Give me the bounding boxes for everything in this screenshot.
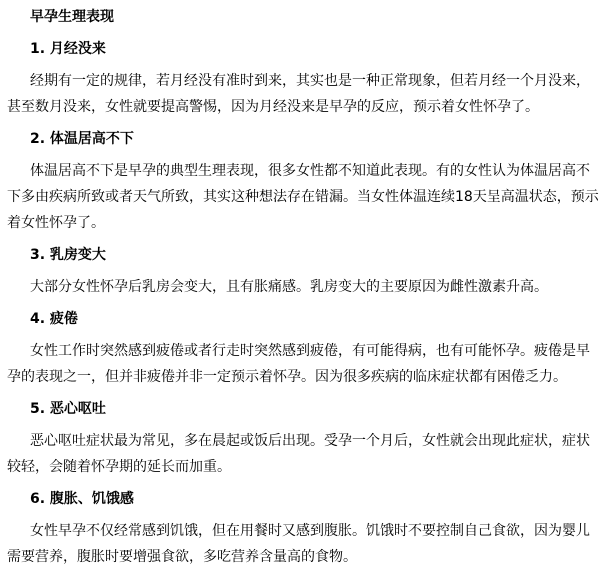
section-heading: 4. 疲倦 — [30, 311, 78, 327]
paragraph-line: 孕的表现之一，但并非疲倦并非一定预示着怀孕。因为很多疾病的临床症状都有困倦乏力。 — [7, 369, 567, 385]
paragraph-line: 下多由疾病所致或者天气所致，其实这种想法存在错漏。当女性体温连续18天呈高温状态，预示 — [7, 189, 599, 205]
section-heading: 2. 体温居高不下 — [30, 131, 134, 147]
paragraph-line: 着女性怀孕了。 — [7, 215, 105, 231]
paragraph-line: 体温居高不下是早孕的典型生理表现，很多女性都不知道此表现。有的女性认为体温居高不 — [30, 163, 590, 179]
paragraph-line: 女性早孕不仅经常感到饥饿，但在用餐时又感到腹胀。饥饿时不要控制自己食欲，因为婴儿 — [30, 523, 590, 539]
section-paragraph — [7, 338, 600, 390]
section-paragraph — [7, 428, 600, 480]
paragraph-line: 恶心呕吐症状最为常见，多在晨起或饭后出现。受孕一个月后，女性就会出现此症状，症状 — [30, 433, 590, 449]
section-heading: 5. 恶心呕吐 — [30, 401, 106, 417]
article-title: 早孕生理表现 — [30, 9, 114, 25]
section-paragraph — [7, 518, 600, 570]
paragraph-line: 经期有一定的规律，若月经没有准时到来，其实也是一种正常现象，但若月经一个月没来， — [30, 73, 590, 89]
paragraph-line: 需要营养，腹胀时要增强食欲，多吃营养含量高的食物。 — [7, 549, 357, 565]
paragraph-line: 大部分女性怀孕后乳房会变大，且有胀痛感。乳房变大的主要原因为雌性激素升高。 — [30, 279, 548, 295]
paragraph-line: 较轻，会随着怀孕期的延长而加重。 — [7, 459, 231, 475]
section-paragraph — [7, 158, 600, 236]
section-paragraph — [7, 68, 600, 120]
section-heading: 6. 腹胀、饥饿感 — [30, 491, 134, 507]
section-heading: 1. 月经没来 — [30, 41, 106, 57]
sections — [7, 36, 600, 570]
section-heading: 3. 乳房变大 — [30, 247, 106, 263]
paragraph-line: 女性工作时突然感到疲倦或者行走时突然感到疲倦，有可能得病，也有可能怀孕。疲倦是早 — [30, 343, 590, 359]
paragraph-line: 甚至数月没来，女性就要提高警惕，因为月经没来是早孕的反应，预示着女性怀孕了。 — [7, 99, 539, 115]
section-paragraph — [7, 274, 600, 300]
